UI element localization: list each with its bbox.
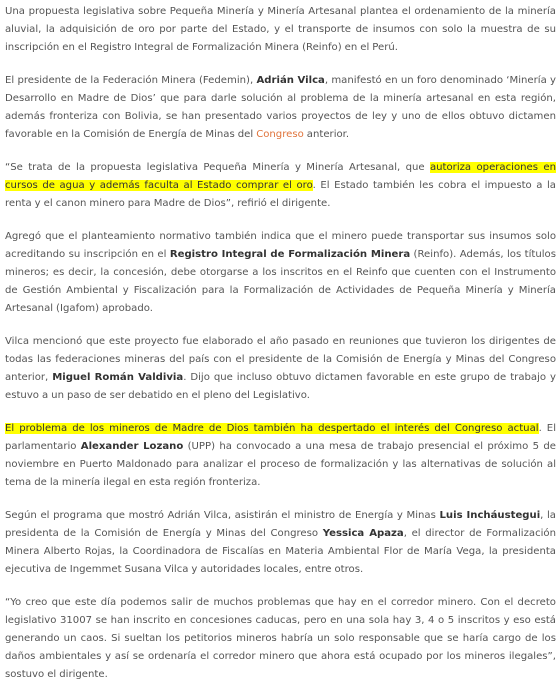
person-name: Alexander Lozano xyxy=(80,441,184,452)
person-name: Adrián Vilca xyxy=(256,75,325,86)
person-name: Yessica Apaza xyxy=(322,528,404,539)
person-name: Luis Incháustegui xyxy=(439,510,541,521)
paragraph-reinfo: Agregó que el planteamiento normativo también indica que el minero puede transportar sus insumos solo acreditando su inscripción en el Registro Integral de Formalización Minera (Reinfo). Además, los títulos mineros; es decir, la concesión, debe otorgarse a los inscritos en el Reinfo que cuenten con el Instrumento de Gestión Ambiental y Fiscalización para la Formalización de Actividades de Pequeña Minería y Minería Artesanal (Igafom) aprobado. xyxy=(5,231,556,314)
registry-name: Registro Integral de Formalización Minera xyxy=(169,249,411,260)
paragraph-program: Según el programa que mostró Adrián Vilca, asistirán el ministro de Energía y Minas Luis Incháustegui, la presidenta de la Comisión de Energía y Minas del Congreso Yessica Apaza, el director de Formalización Minera Alberto Rojas, la Coordinadora de Fiscalías en Materia Ambiental Flor de María Vega, la presidenta ejecutiva de Ingemmet Susana Vilca y autoridades locales, entre otros. xyxy=(5,510,557,575)
paragraph-closing-quote: “Yo creo que este día podemos salir de muchos problemas que hay en el corredor minero. Con el decreto legislativo 31007 se han inscrito en concesiones caducas, pero en una sola hay 3, 4 o 5 inscritos y eso está generando un caos. Si sueltan los petitorios mineros habría un solo responsable que se haría cargo de los daños ambientales y así se ordenaría el corredor minero que ahora está ocupado por los mineros ilegales”, sostuvo el dirigente. xyxy=(5,597,556,680)
highlighted-text: El problema de los mineros de Madre de Dios también ha despertado el interés del Congreso actual xyxy=(5,423,539,434)
paragraph-quote-proposal: “Se trata de la propuesta legislativa Pequeña Minería y Minería Artesanal, que autoriza operaciones en cursos de agua y además faculta al Estado comprar el oro. El Estado también les cobra el impuesto a la renta y el canon minero para Madre de Dios”, refirió el dirigente. xyxy=(5,162,556,209)
paragraph-fedemin: El presidente de la Federación Minera (Fedemin), Adrián Vilca, manifestó en un foro denominado ‘Minería y Desarrollo en Madre de Dios’ que para darle solución al problema de la minería artesanal en esta región, además fronteriza con Bolivia, se han presentado varios proyectos de ley y uno de ellos obtuvo dictamen favorable en la Comisión de Energía de Minas del Congreso anterior. xyxy=(5,75,557,140)
paragraph-congress-interest: El problema de los mineros de Madre de Dios también ha despertado el interés del Congreso actual. El parlamentario Alexander Lozano (UPP) ha convocado a una mesa de trabajo presencial el próximo 5 de noviembre en Puerto Maldonado para analizar el proceso de formalización y las alternativas de solución al tema de la minería ilegal en esta región fronteriza. xyxy=(5,423,556,488)
highlighted-text: autoriza operaciones en cursos de agua y además faculta al Estado comprar el oro xyxy=(5,162,556,191)
paragraph-intro: Una propuesta legislativa sobre Pequeña Minería y Minería Artesanal plantea el ordenamiento de la minería aluvial, la adquisición de oro por parte del Estado, y el transporte de insumos con solo la muestra de su inscripción en el Registro Integral de Formalización Minera (Reinfo) en el Perú. xyxy=(5,6,556,53)
congreso-link[interactable]: Congreso xyxy=(256,129,304,140)
person-name: Miguel Román Valdivia xyxy=(52,372,184,383)
paragraph-vilca: Vilca mencionó que este proyecto fue elaborado el año pasado en reuniones que tuvieron los dirigentes de todas las federaciones mineras del país con el presidente de la Comisión de Energía y Minas del Congreso anterior, Miguel Román Valdivia. Dijo que incluso obtuvo dictamen favorable en este grupo de trabajo y estuvo a un paso de ser debatido en el pleno del Legislativo. xyxy=(5,336,556,401)
